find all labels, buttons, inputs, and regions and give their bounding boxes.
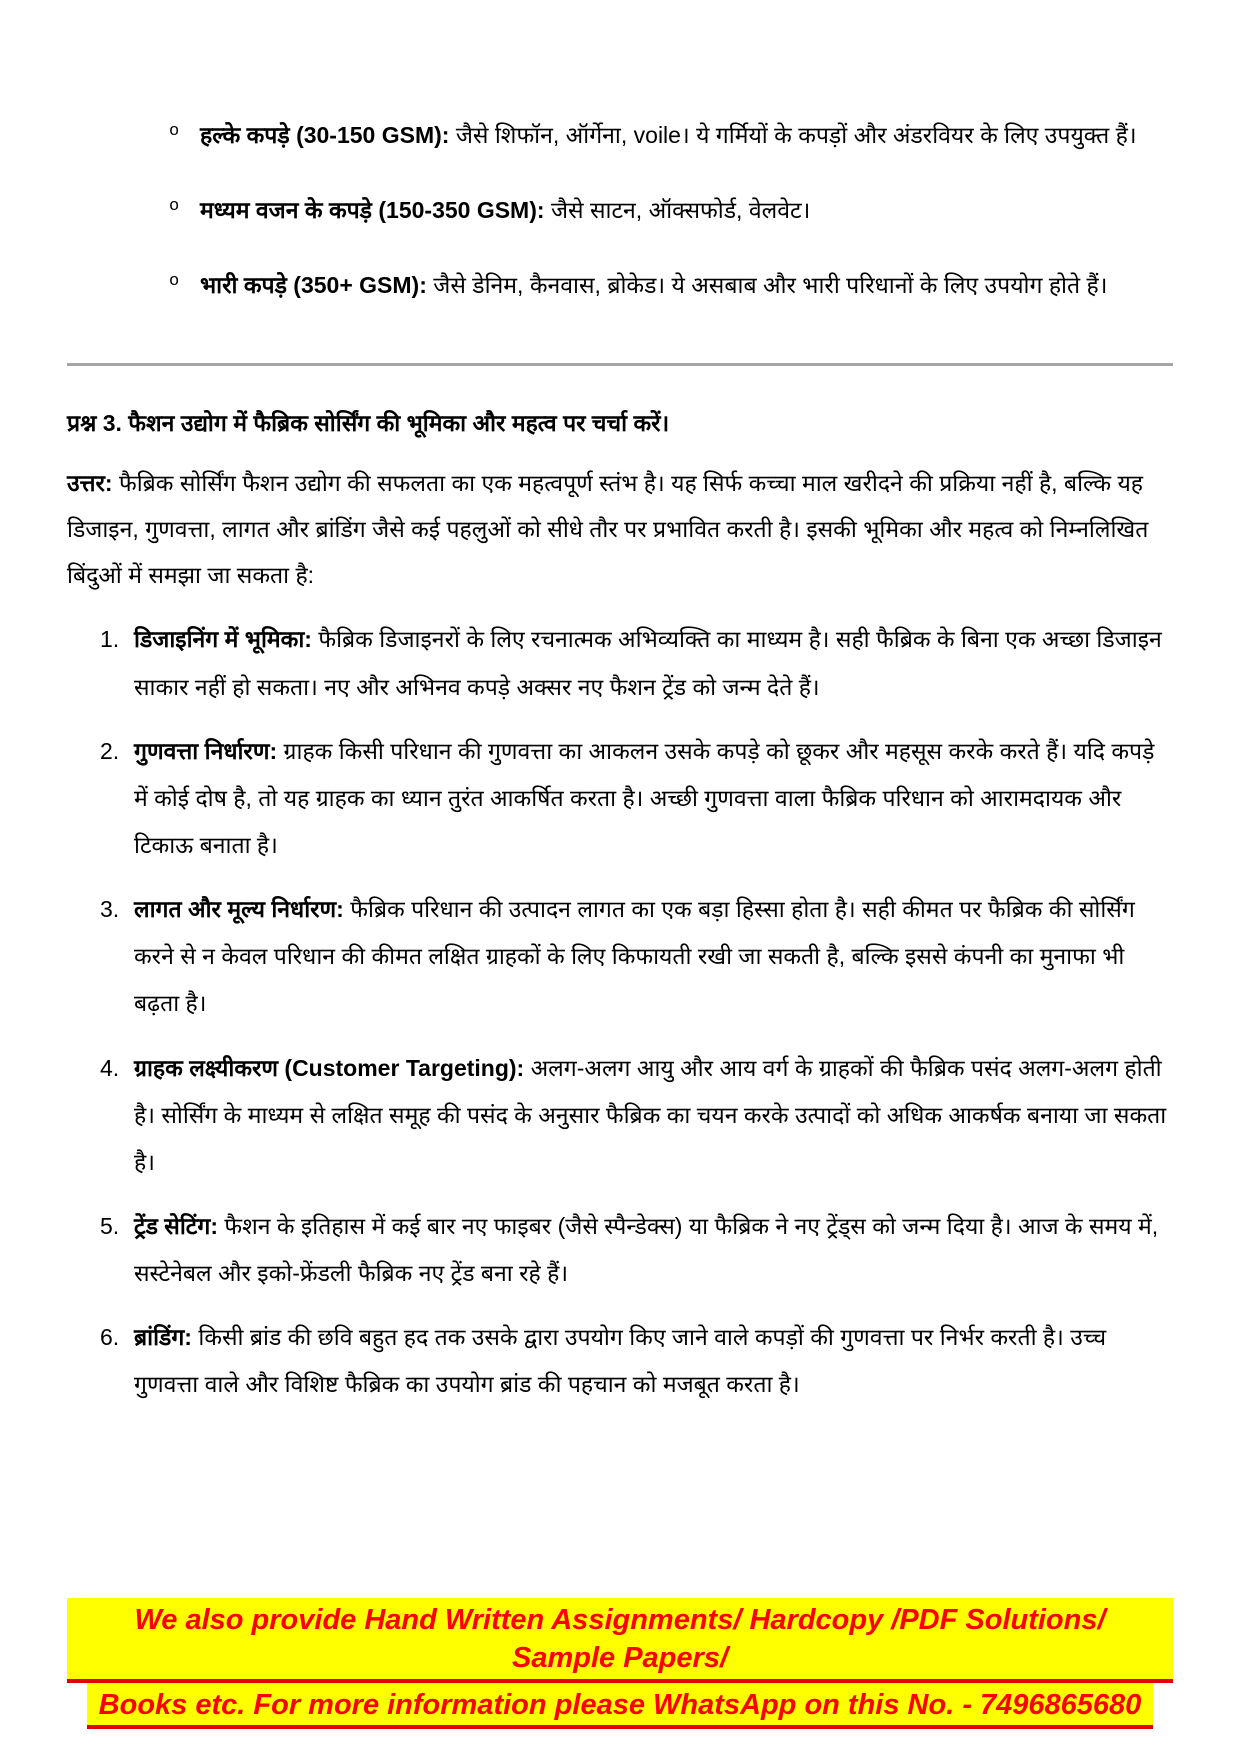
bullet-text: जैसे साटन, ऑक्सफोर्ड, वेलवेट। <box>550 197 811 224</box>
item-lead-bold: गुणवत्ता निर्धारण: <box>134 737 278 764</box>
circle-bullet-marker: o <box>169 197 180 217</box>
list-number: 4. <box>100 1054 120 1081</box>
item-text: फैशन के इतिहास में कई बार नए फाइबर (जैसे स्पैन्डेक्स) या फैब्रिक ने नए ट्रेंड्स को जन्म दिया है। आज के समय में, सस्टेनेबल और इको-फ्रेंडली फैब्रिक नए ट्रेंड बना रहे हैं। <box>134 1212 1159 1287</box>
list-item-quality-determination <box>100 728 1173 869</box>
bullet-item-medium-fabrics <box>167 187 1173 234</box>
question-heading: प्रश्न 3. फैशन उद्योग में फैब्रिक सोर्सिंग की भूमिका और महत्व पर चर्चा करें। <box>67 410 670 437</box>
promo-line-1-text: We also provide Hand Written Assignments/ Hardcopy /PDF Solutions/ Sample Papers/ <box>67 1598 1173 1683</box>
item-text: अलग-अलग आयु और आय वर्ग के ग्राहकों की फैब्रिक पसंद अलग-अलग होती है। सोर्सिंग के माध्यम से लक्षित समूह की पसंद के अनुसार फैब्रिक का चयन करके उत्पादों को अधिक आकर्षक बनाया जा सकता है। <box>134 1054 1167 1175</box>
promo-banner <box>67 1598 1173 1729</box>
gsm-bullet-list <box>67 112 1173 337</box>
list-item-customer-targeting <box>100 1045 1173 1186</box>
item-lead-bold: डिजाइनिंग में भूमिका: <box>134 626 312 653</box>
list-number: 1. <box>100 626 120 653</box>
circle-bullet-marker: o <box>169 122 180 141</box>
item-text: किसी ब्रांड की छवि बहुत हद तक उसके द्वारा उपयोग किए जाने वाले कपड़ों की गुणवत्ता पर निर्भर करती है। उच्च गुणवत्ता वाले और विशिष्ट फैब्रिक का उपयोग ब्रांड की पहचान को मजबूत करता है। <box>134 1324 1107 1398</box>
promo-line-2-text: Books etc. For more information please WhatsApp on this No. - 7496865680 <box>87 1683 1154 1729</box>
promo-line-1 <box>67 1598 1173 1683</box>
answer-paragraph <box>67 460 1173 598</box>
item-text: फैब्रिक परिधान की उत्पादन लागत का एक बड़ा हिस्सा होता है। सही कीमत पर फैब्रिक की सोर्सिंग करने से न केवल परिधान की कीमत लक्षित ग्राहकों के लिए किफायती रखी जा सकती है, बल्कि इससे कंपनी का मुनाफा भी बढ़ता है। <box>134 896 1135 1017</box>
list-number: 3. <box>100 896 120 923</box>
section-divider <box>67 363 1173 366</box>
bullet-lead-bold: हल्के कपड़े (30-150 GSM): <box>200 122 450 148</box>
answer-label: उत्तर: <box>67 470 113 497</box>
list-item-branding <box>100 1314 1173 1408</box>
bullet-lead-bold: मध्यम वजन के कपड़े (150-350 GSM): <box>200 197 545 224</box>
list-item-trend-setting <box>100 1203 1173 1297</box>
list-number: 2. <box>100 737 120 764</box>
answer-text: फैब्रिक सोर्सिंग फैशन उद्योग की सफलता का एक महत्वपूर्ण स्तंभ है। यह सिर्फ कच्चा माल खरीदने की प्रक्रिया नहीं है, बल्कि यह डिजाइन, गुणवत्ता, लागत और ब्रांडिंग जैसे कई पहलुओं को सीधे तौर पर प्रभावित करती है। इसकी भूमिका और महत्व को निम्नलिखित बिंदुओं में समझा जा सकता है: <box>67 470 1149 589</box>
promo-line-2 <box>67 1683 1173 1729</box>
item-lead-bold: लागत और मूल्य निर्धारण: <box>134 896 344 923</box>
bullet-item-heavy-fabrics <box>167 262 1173 309</box>
list-number: 5. <box>100 1212 120 1239</box>
bullet-text: जैसे डेनिम, कैनवास, ब्रोकेड। ये असबाब और भारी परिधानों के लिए उपयोग होते हैं। <box>433 272 1108 299</box>
bullet-lead-bold: भारी कपड़े (350+ GSM): <box>200 272 427 299</box>
list-number: 6. <box>100 1324 120 1351</box>
item-lead-bold: ग्राहक लक्ष्यीकरण (Customer Targeting): <box>134 1054 525 1081</box>
list-item-designing-role <box>100 616 1173 710</box>
item-text: ग्राहक किसी परिधान की गुणवत्ता का आकलन उसके कपड़े को छूकर और महसूस करके करते हैं। यदि कपड़े में कोई दोष है, तो यह ग्राहक का ध्यान तुरंत आकर्षित करता है। अच्छी गुणवत्ता वाला फैब्रिक परिधान को आरामदायक और टिकाऊ बनाता है। <box>134 737 1155 858</box>
item-lead-bold: ट्रेंड सेटिंग: <box>134 1212 218 1239</box>
importance-numbered-list <box>67 616 1173 1425</box>
circle-bullet-marker: o <box>169 272 180 292</box>
bullet-text: जैसे शिफॉन, ऑर्गेना, voile। ये गर्मियों के कपड़ों और अंडरवियर के लिए उपयुक्त हैं। <box>455 122 1137 148</box>
list-item-cost-pricing <box>100 886 1173 1027</box>
bullet-item-light-fabrics <box>167 112 1173 159</box>
item-text: फैब्रिक डिजाइनरों के लिए रचनात्मक अभिव्यक्ति का माध्यम है। सही फैब्रिक के बिना एक अच्छा डिजाइन साकार नहीं हो सकता। नए और अभिनव कपड़े अक्सर नए फैशन ट्रेंड को जन्म देते हैं। <box>134 626 1162 700</box>
item-lead-bold: ब्रांडिंग: <box>134 1324 192 1351</box>
